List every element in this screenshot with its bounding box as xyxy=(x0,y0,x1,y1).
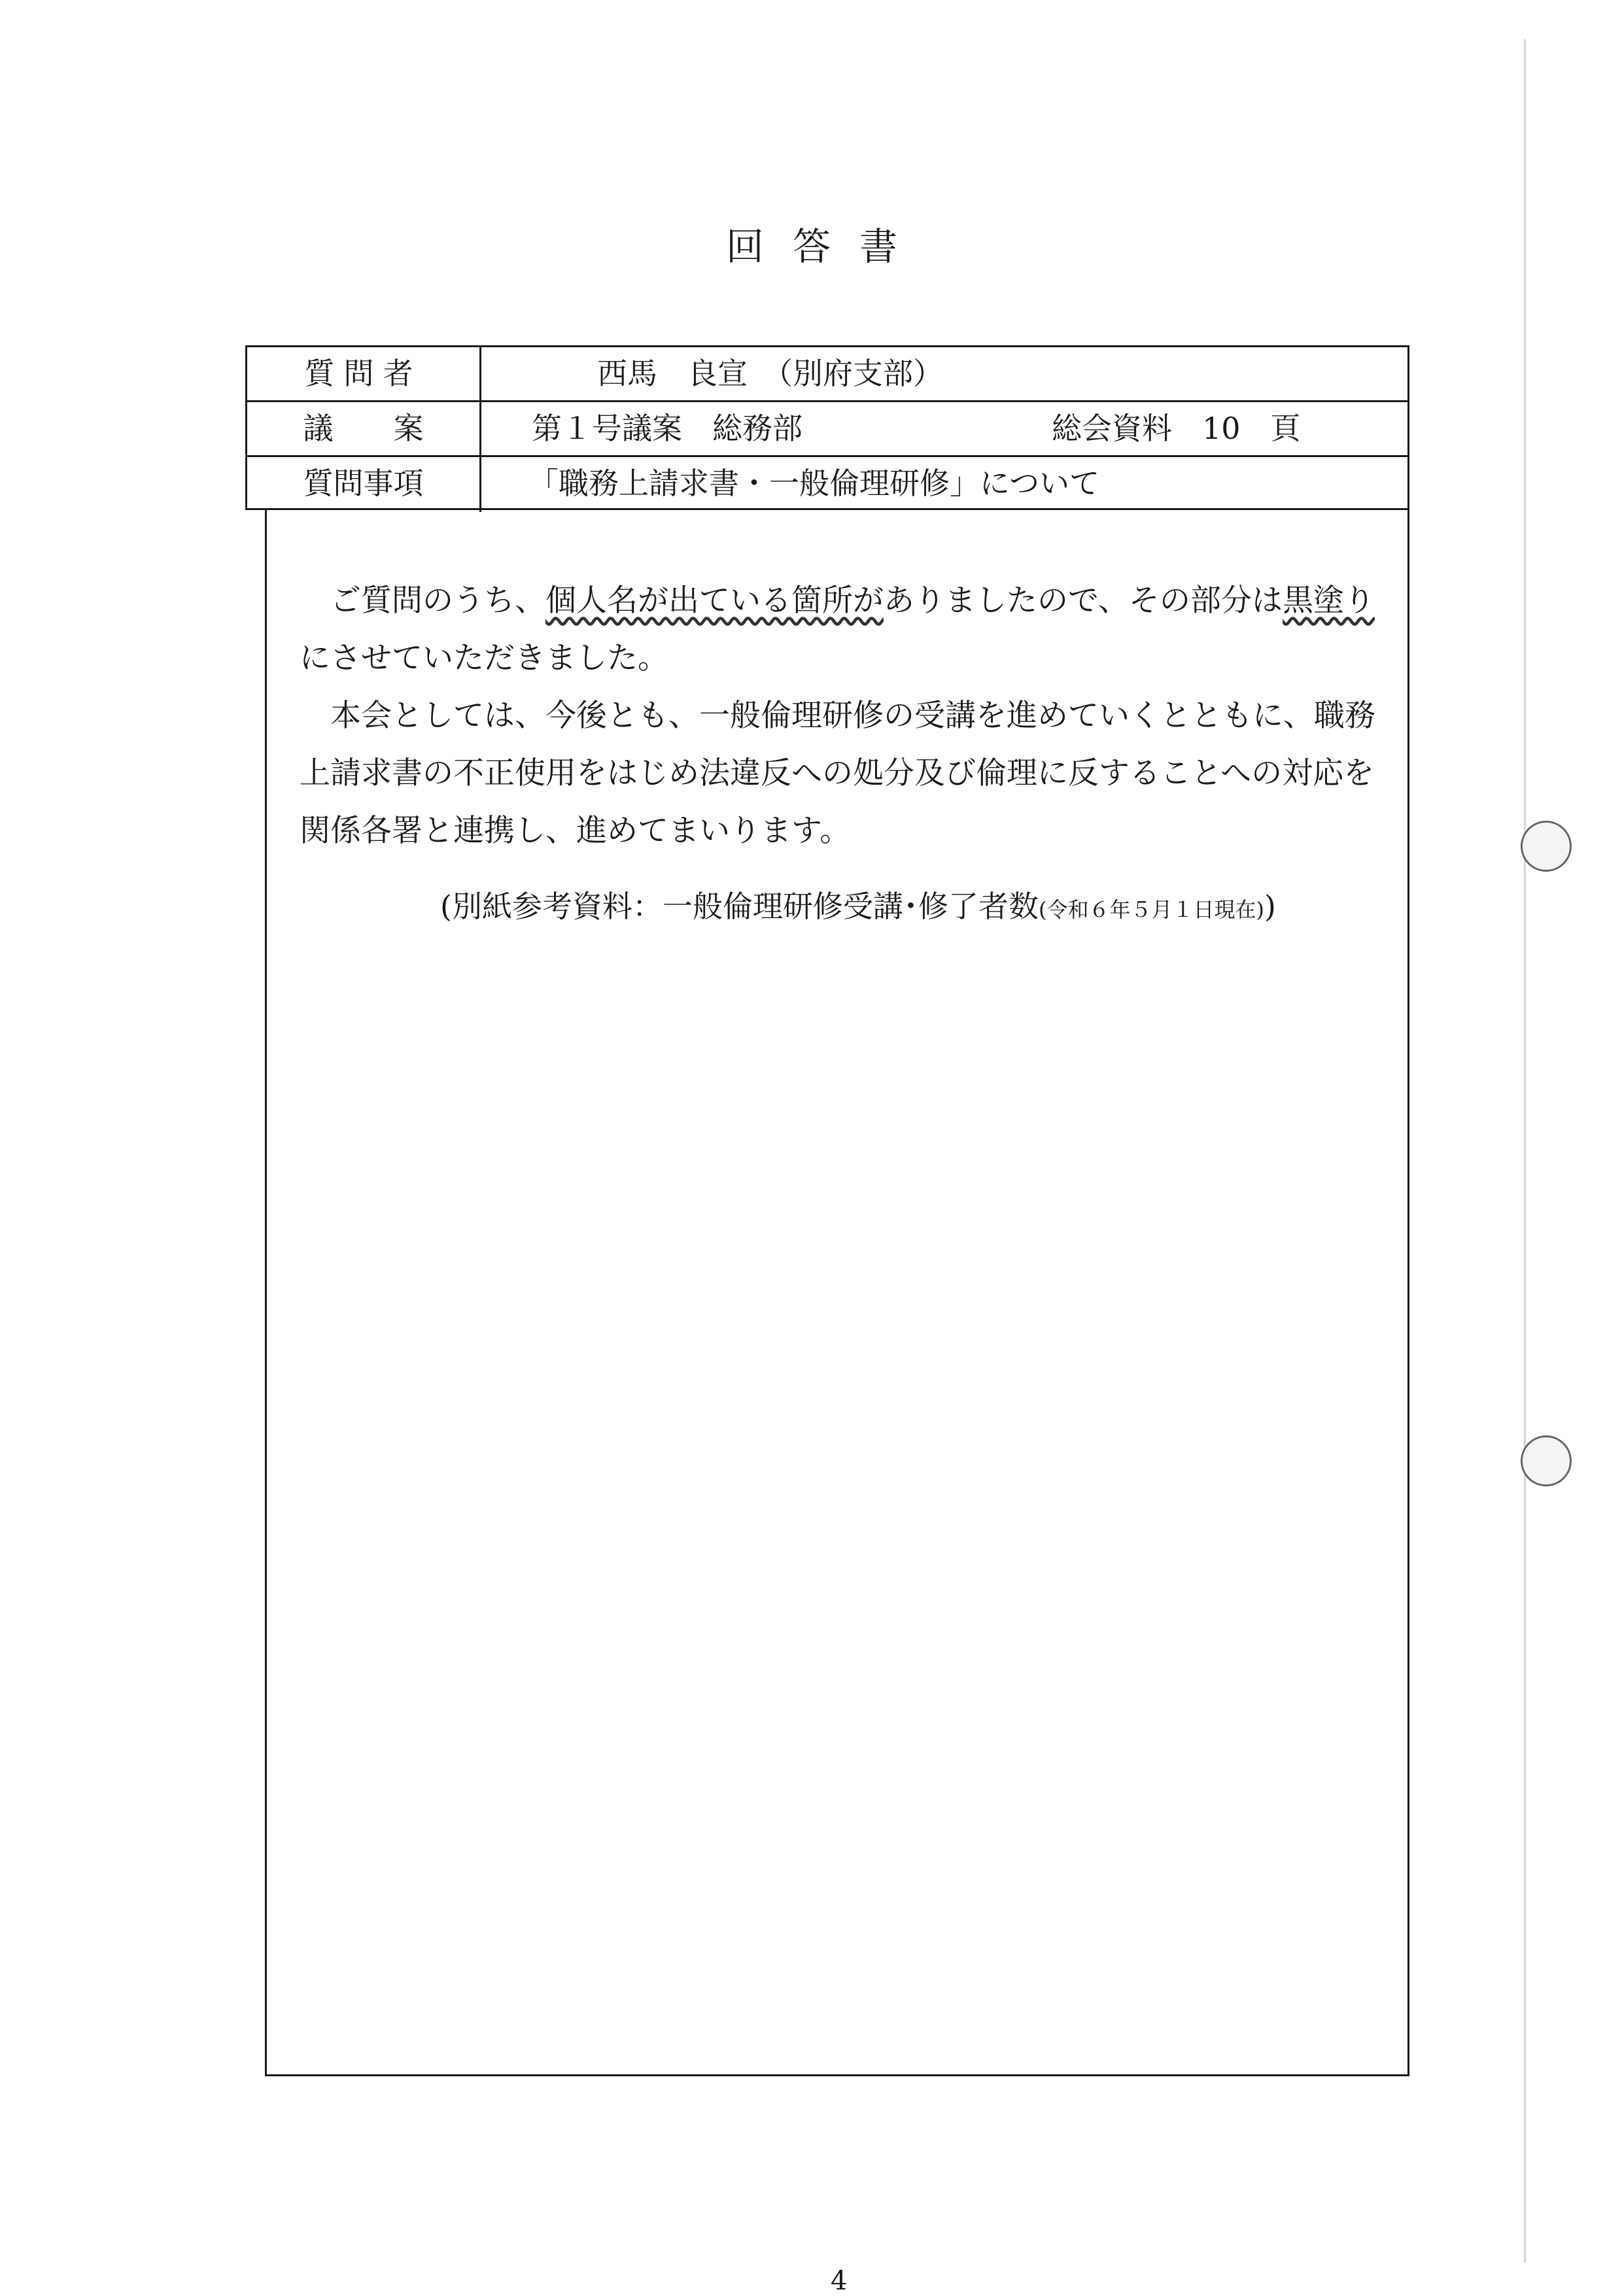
header-row-agenda xyxy=(247,402,1407,457)
agenda-page-reference: 総会資料 10 頁 xyxy=(1052,411,1301,446)
reference-main: (別紙参考資料：一般倫理研修受講･修了者数 xyxy=(440,889,1039,924)
para1-wavy-underline-1: 個人名が出ている箇所が xyxy=(545,583,884,619)
para1-text-3: にさせていただきました。 xyxy=(300,640,668,676)
answer-paragraph-2: 本会としては、今後とも、一般倫理研修の受講を進めていくとともに、職務上請求書の不正使用をはじめ法違反への処分及び倫理に反することへの対応を関係各署と連携し、進めてまいります。 xyxy=(300,698,1375,849)
para1-text-2: ありましたので、その部分は xyxy=(884,583,1283,619)
para1-wavy-underline-2: 黒塗り xyxy=(1283,583,1375,619)
subject-value: 「職務上請求書・一般倫理研修」について xyxy=(528,466,1100,501)
agenda-value: 第１号議案 総務部 xyxy=(532,411,802,446)
page-number: 4 xyxy=(831,2266,848,2296)
header-table xyxy=(245,345,1409,510)
answer-paragraph-1 xyxy=(300,572,1379,687)
punch-hole-top xyxy=(1521,821,1572,872)
reference-close: ) xyxy=(1264,889,1276,924)
answer-body xyxy=(265,510,1409,2076)
header-row-questioner xyxy=(247,347,1407,402)
agenda-label: 議 案 xyxy=(247,402,481,455)
header-row-subject xyxy=(247,457,1407,512)
questioner-label: 質問者 xyxy=(247,347,481,400)
questioner-value: 西馬 良宣 （別府支部） xyxy=(597,356,943,391)
subject-label: 質問事項 xyxy=(247,457,481,512)
punch-hole-bottom xyxy=(1521,1435,1572,1486)
reference-note xyxy=(440,883,1382,926)
reference-date: (令和６年５月１日現在) xyxy=(1038,897,1264,922)
page-title: 回答書 xyxy=(726,224,927,269)
para1-text-1: ご質問のうち、 xyxy=(330,583,545,619)
binding-line xyxy=(1524,39,1526,2263)
